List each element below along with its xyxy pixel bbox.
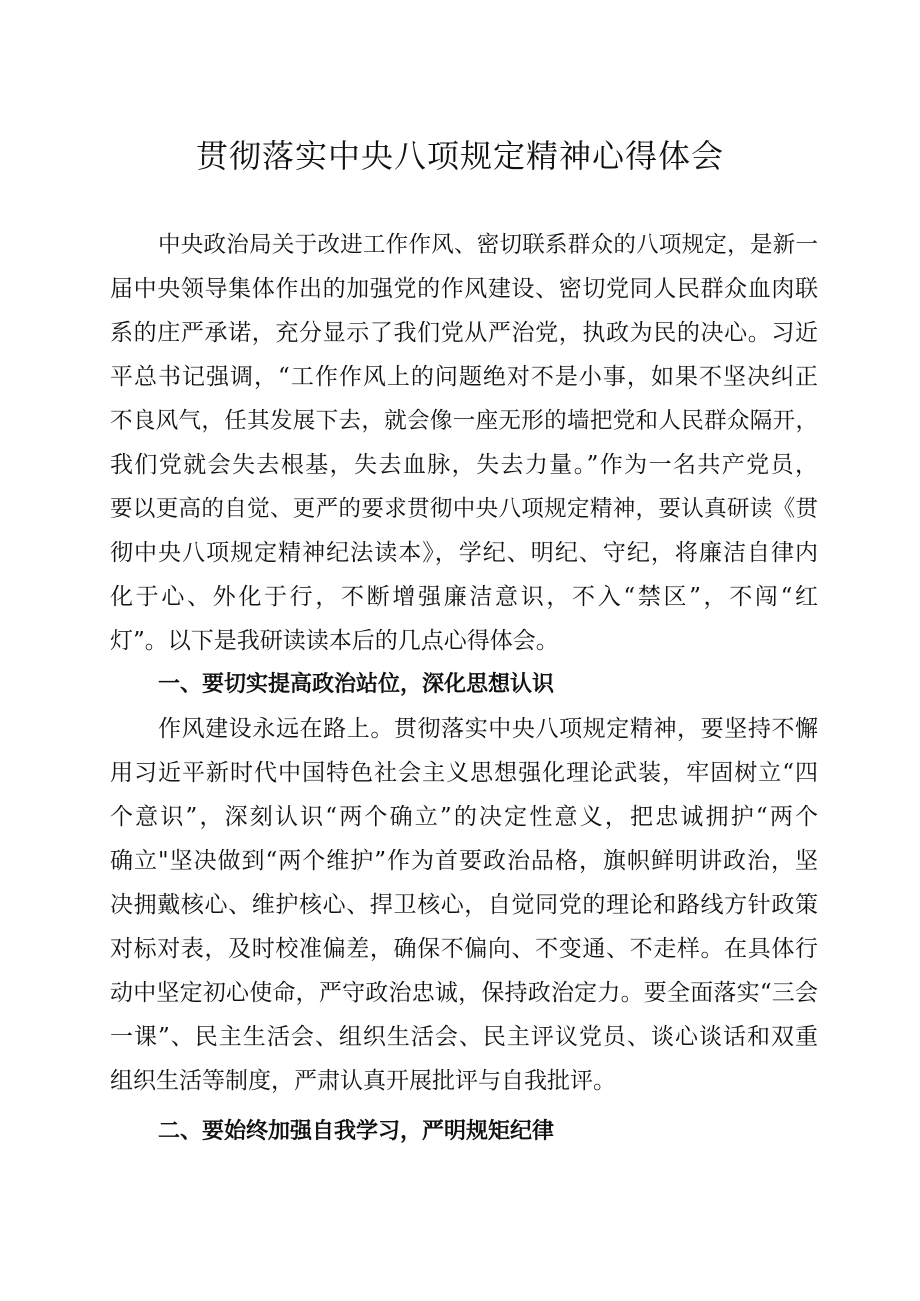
- paragraph-line: 对标对表，及时校准偏差，确保不偏向、不变通、不走样。在具体行: [110, 936, 818, 962]
- paragraph-line: 确立"坚决做到“两个维护”作为首要政治品格，旗帜鲜明讲政治，坚: [110, 848, 818, 874]
- paragraph-line: 灯”。以下是我研读读本后的几点心得体会。: [110, 628, 559, 654]
- paragraph-line: 个意识”，深刻认识“两个确立”的决定性意义，把忠诚拥护“两个: [110, 804, 818, 830]
- paragraph-line: 我们党就会失去根基，失去血脉，失去力量。”作为一名共产党员，: [110, 452, 818, 478]
- paragraph-line: 平总书记强调，“工作作风上的问题绝对不是小事，如果不坚决纠正: [110, 364, 818, 390]
- document-title: 贯彻落实中央八项规定精神心得体会: [195, 137, 724, 175]
- paragraph-line: 决拥戴核心、维护核心、捍卫核心，自觉同党的理论和路线方针政策: [110, 892, 818, 918]
- paragraph-line: 化于心、外化于行，不断增强廉洁意识，不入“禁区”，不闯“红: [110, 584, 818, 610]
- paragraph-line: 彻中央八项规定精神纪法读本》，学纪、明纪、守纪，将廉洁自律内: [110, 540, 818, 566]
- paragraph-line: 要以更高的自觉、更严的要求贯彻中央八项规定精神，要认真研读《贯: [110, 496, 818, 522]
- section-heading-1: 一、要切实提高政治站位，深化思想认识: [158, 672, 555, 697]
- paragraph-line: 作风建设永远在路上。贯彻落实中央八项规定精神，要坚持不懈: [158, 716, 818, 742]
- paragraph-line: 动中坚定初心使命，严守政治忠诚，保持政治定力。要全面落实“三会: [110, 980, 818, 1006]
- paragraph-line: 用习近平新时代中国特色社会主义思想强化理论武装，牢固树立“四: [110, 760, 818, 786]
- paragraph-line: 一课”、民主生活会、组织生活会、民主评议党员、谈心谈话和双重: [110, 1024, 818, 1050]
- paragraph-line: 组织生活等制度，严肃认真开展批评与自我批评。: [110, 1068, 616, 1094]
- paragraph-line: 中央政治局关于改进工作作风、密切联系群众的八项规定，是新一: [158, 232, 818, 258]
- paragraph-line: 系的庄严承诺，充分显示了我们党从严治党，执政为民的决心。习近: [110, 320, 818, 346]
- section-heading-2: 二、要始终加强自我学习，严明规矩纪律: [158, 1119, 555, 1144]
- paragraph-line: 不良风气，任其发展下去，就会像一座无形的墙把党和人民群众隔开，: [110, 408, 818, 434]
- paragraph-line: 届中央领导集体作出的加强党的作风建设、密切党同人民群众血肉联: [110, 276, 818, 302]
